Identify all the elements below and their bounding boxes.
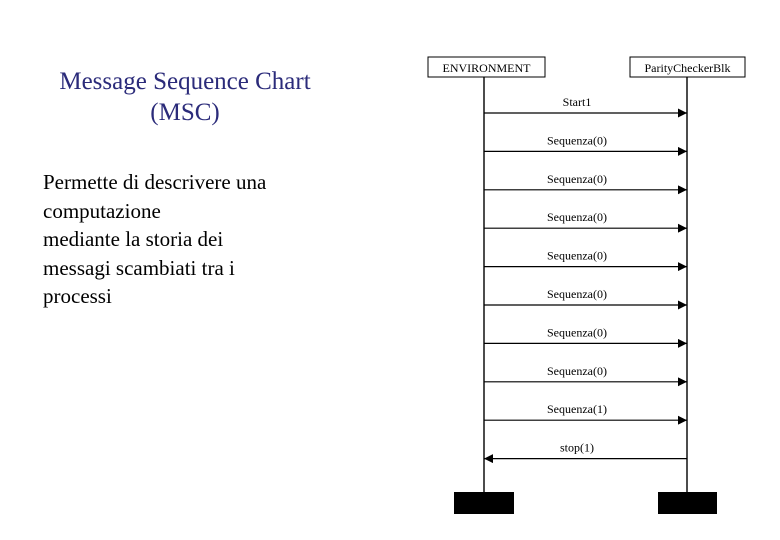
- body-line-3: mediante la storia dei: [43, 227, 224, 251]
- body-line-1: Permette di descrivere una: [43, 170, 267, 194]
- slide-title-line-2: (MSC): [150, 99, 220, 126]
- message-label: Sequenza(0): [547, 133, 607, 148]
- message-label: Sequenza(0): [547, 287, 607, 301]
- instance-label-pcb: ParityCheckerBlk: [644, 61, 731, 75]
- message-label: Sequenza(1): [547, 402, 607, 417]
- slide-title-line-1: Message Sequence Chart: [59, 68, 311, 95]
- message-label: Sequenza(0): [547, 248, 607, 263]
- message-label: Sequenza(0): [547, 210, 607, 225]
- message-label: Sequenza(0): [547, 363, 607, 378]
- message-label: Start1: [562, 95, 592, 109]
- body-line-4: messagi scambiati tra i: [43, 255, 235, 280]
- message-label: Sequenza(0): [547, 171, 607, 186]
- body-line-2: computazione: [43, 198, 161, 223]
- message-label: Sequenza(0): [547, 325, 607, 340]
- message-label: stop(1): [560, 440, 594, 455]
- body-line-5: processi: [43, 284, 112, 308]
- instance-label-env: ENVIRONMENT: [442, 61, 531, 75]
- instance-end-env: [454, 492, 514, 514]
- instance-end-pcb: [658, 492, 717, 514]
